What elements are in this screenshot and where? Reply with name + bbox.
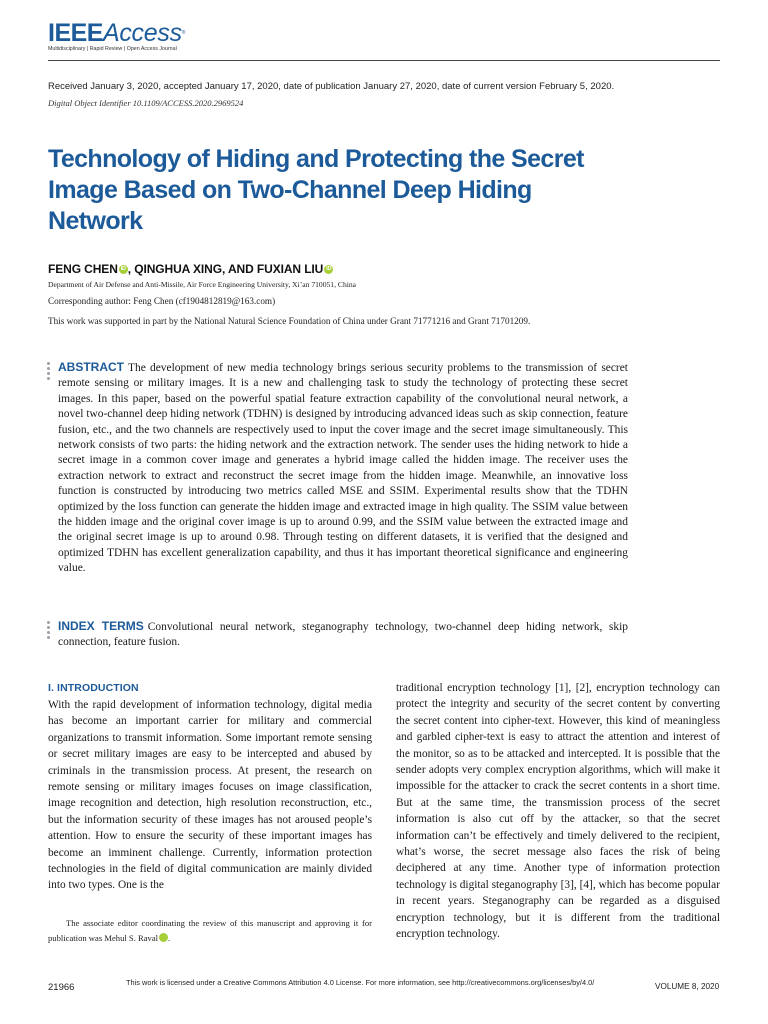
index-terms-dots-icon	[47, 621, 51, 639]
author-rest: , QINGHUA XING, AND FUXIAN LIU	[127, 262, 324, 276]
logo-access: Access	[102, 19, 182, 47]
affiliation: Department of Air Defense and Anti-Missile, Air Force Engineering University, Xi’an 710051, China	[48, 280, 357, 289]
footnote-text: The associate editor coordinating the review of this manuscript and approving it for publication was Mehul S. Raval	[48, 918, 372, 943]
footnote-end: .	[168, 932, 171, 943]
index-terms-label: INDEX TERMS	[58, 619, 144, 633]
index-terms-text: Convolutional neural network, steganography technology, two-channel deep hiding network, skip connection, feature fusion.	[58, 621, 628, 649]
trademark-icon: ®	[181, 30, 186, 36]
orcid-icon[interactable]: iD	[159, 933, 168, 942]
intro-right-column: traditional encryption technology [1], [2], encryption technology can protect the integrity and security of the secret content by converting the secret content into cipher-text. However, this kind of meaningless and garbled cipher-text is easy to attract the attention and interest of the monitor, so as to be attacked and intercepted. It is possible that the sender adopts very complex encryption algorithms, which will make it impossible for the attacker to crack the secret contents in a short time. But at the same time, the transmission process of the secret information is also cut off by the attacker, so that the secret information can’t be effectively and timely delivered to the recipient, what’s worse, the secret message also faces the risk of being deciphered at any time. Another type of information protection technology is digital steganography [3], [4], which has become popular in recent years. Steganography can be regarded as a disguised encryption technology, but it is different from the traditional encryption technology.	[396, 682, 720, 941]
abstract-text: The development of new media technology brings serious security problems to the transmission of secret remote sensing or military images. It is a new and challenging task to study the technology of protecting these secret images. In this paper, based on the powerful spatial feature extraction capability of the convolutional neural network, a novel two-channel deep hiding network (TDHN) is designed by introducing advanced ideas such as skip connection, feature fusion, etc., and the two channels are respectively used to input the cover image and the secret image simultaneously. This network consists of two parts: the hiding network and the extraction network. The sender uses the hiding network to hide a secret image in a common cover image and generates a hybrid image called the hidden image. The receiver uses the extraction network to extract and reconstruct the secret image from the hidden image. Meanwhile, an innovative loss function is constructed by introducing two metrics called MSE and SSIM. Experimental results show that the TDHN optimized by the loss function can generate the hidden image and extracted image in high quality. The SSIM value between the hidden image and the original cover image is up to around 0.99, and the SSIM value between the extracted image and the original secret image is up to around 0.98. Through testing on different datasets, it is verified that the designed and optimized TDHN has excellent generalization capability, and thus it has important theoretical significance and engineering value.	[58, 362, 628, 575]
publication-dates: Received January 3, 2020, accepted January 17, 2020, date of publication January 27, 2020, date of current version February 5, 2020.	[48, 81, 615, 92]
orcid-icon[interactable]: iD	[326, 266, 332, 272]
license-note: This work is licensed under a Creative Commons Attribution 4.0 License. For more information, see http://creativecommons.org/licenses/by/4.0/	[126, 978, 595, 987]
abstract-label: ABSTRACT	[58, 360, 124, 374]
doi: Digital Object Identifier 10.1109/ACCESS.2020.2969524	[48, 98, 244, 108]
editor-footnote	[48, 916, 372, 945]
journal-logo	[48, 20, 185, 46]
abstract	[58, 360, 628, 577]
paper-title: Technology of Hiding and Protecting the Secret Image Based on Two-Channel Deep Hiding Network	[48, 145, 584, 235]
page-number: 21966	[48, 982, 75, 993]
volume-label: VOLUME 8, 2020	[655, 982, 720, 991]
section-heading: I. INTRODUCTION	[48, 682, 139, 694]
corresponding-author: Corresponding author: Feng Chen (cf1904812819@163.com)	[48, 296, 276, 306]
author-list	[48, 262, 333, 276]
abstract-dots-icon	[47, 362, 51, 380]
logo-ieee: IEEE	[48, 19, 103, 47]
funding-note: This work was supported in part by the National Natural Science Foundation of China under Grant 71771216 and Grant 71701209.	[48, 316, 531, 326]
intro-left-column: With the rapid development of information technology, digital media has become an important carrier for military and commercial organizations to transmit information. Some important remote sensing or secret military images are easy to be intercepted and abused by criminals in the transmission process. At present, the research on remote sensing or military images focuses on image classification, image recognition and detection, high resolution reconstruction, etc., but the information security of these images has not aroused people’s attention. How to ensure the security of these important images has become an imminent challenge. Currently, information protection technologies in the field of digital communication are mainly divided into two types. One is the	[48, 699, 372, 892]
author-first: FENG CHEN	[48, 262, 118, 276]
header-rule	[48, 60, 720, 61]
journal-tagline: Multidisciplinary | Rapid Review | Open Access Journal	[48, 46, 177, 52]
orcid-icon[interactable]: iD	[120, 266, 126, 272]
index-terms	[58, 619, 628, 651]
